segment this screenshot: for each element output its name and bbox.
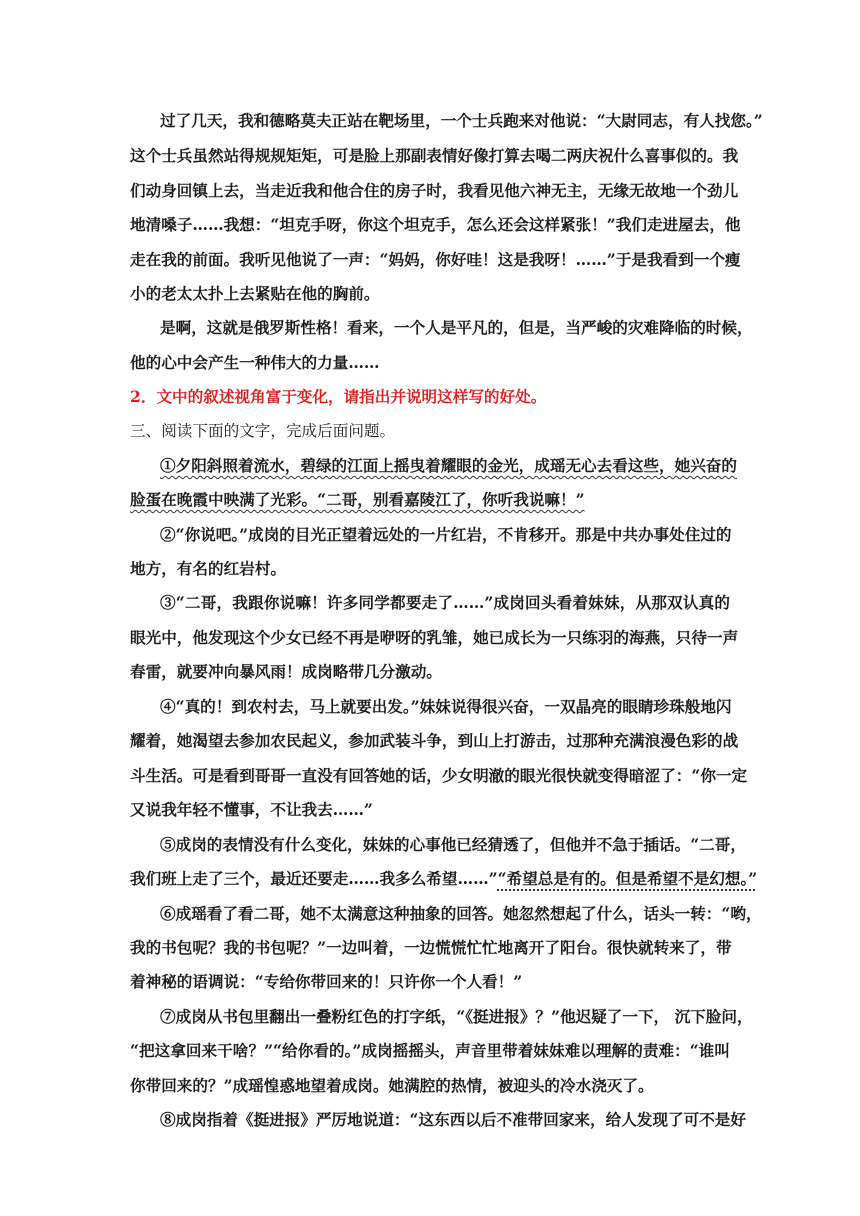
text-line: ⑤成岗的表情没有什么变化，妹妹的心事他已经猜透了，但他并不急于插话。“二哥， bbox=[160, 835, 746, 854]
text-line: 春雷，就要冲向暴风雨！成岗略带几分激动。 bbox=[130, 662, 442, 681]
text-line: 小的老太太扑上去紧贴在他的胸前。 bbox=[130, 284, 380, 303]
text-line: 走在我的前面。我听见他说了一声：“妈妈，你好哇！这是我呀！……”于是我看到一个瘦 bbox=[130, 250, 741, 269]
text-line: 们动身回镇上去，当走近我和他合住的房子时，我看见他六神无主，无缘无故地一个劲儿 bbox=[130, 181, 739, 200]
text-line: ⑦成岗从书包里翻出一叠粉红色的打字纸，“《挺进报》？”他迟疑了一下， 沉下脸问， bbox=[160, 1007, 753, 1026]
text-line: 地方，有名的红岩村。 bbox=[130, 559, 286, 578]
text-line: ④“真的！到农村去，马上就要出发。”妹妹说得很兴奋，一双晶亮的眼睛珍珠般地闪 bbox=[160, 697, 732, 716]
wavy-underlined-text: ①夕阳斜照着流水，碧绿的江面上摇曳着耀眼的金光，成瑶无心去看这些，她兴奋的 bbox=[160, 456, 737, 475]
text-line: 他的心中会产生一种伟大的力量…… bbox=[130, 353, 380, 372]
text-line: “把这拿回来干啥？”“给你看的。”成岗摇摇头，声音里带着妹妹难以理解的责难：“谁叫 bbox=[130, 1041, 730, 1060]
text-line: 又说我年轻不懂事，不让我去……” bbox=[130, 800, 373, 819]
text-line: 是啊，这就是俄罗斯性格！看来，一个人是平凡的，但是，当严峻的灾难降临的时候， bbox=[160, 318, 753, 337]
text-segment: 我们班上走了三个，最近还要走……我多么希望……” bbox=[130, 869, 498, 888]
text-line bbox=[160, 456, 737, 476]
text-line: ⑥成瑶看了看二哥，她不太满意这种抽象的回答。她忽然想起了什么，话头一转：“哟， bbox=[160, 904, 762, 923]
text-line bbox=[130, 490, 730, 510]
text-line: 这个士兵虽然站得规规矩矩，可是脸上那副表情好像打算去喝二两庆祝什么喜事似的。我 bbox=[130, 146, 739, 165]
text-line: ③“二哥，我跟你说嘛！许多同学都要走了……”成岗回头看着妹妹，从那双认真的 bbox=[160, 593, 730, 612]
text-line: 耀着，她渴望去参加农民起义，参加武装斗争，到山上打游击，过那种充满浪漫色彩的战 bbox=[130, 731, 739, 750]
text-line: 你带回来的？”成瑶惶惑地望着成岗。她满腔的热情，被迎头的冷水浇灭了。 bbox=[130, 1076, 654, 1095]
text-line: 地清嗓子……我想：“坦克手呀，你这个坦克手，怎么还会这样紧张！”我们走进屋去，他 bbox=[130, 215, 741, 234]
text-line: 着神秘的语调说：“专给你带回来的！只许你一个人看！” bbox=[130, 972, 523, 991]
text-line: ②“你说吧。”成岗的目光正望着远处的一片红岩，不肯移开。那是中共办事处住过的 bbox=[160, 525, 732, 544]
text-line bbox=[130, 869, 758, 889]
text-line: ⑧成岗指着《挺进报》严厉地说道：“这东西以后不准带回家来，给人发现了可不是好 bbox=[160, 1110, 746, 1129]
wavy-underlined-text: 脸蛋在晚霞中映满了光彩。“二哥，别看嘉陵江了，你听我说嘛！” bbox=[130, 490, 585, 509]
text-line: 斗生活。可是看到哥哥一直没有回答她的话，少女明澈的眼光很快就变得暗涩了：“你一定 bbox=[130, 766, 748, 785]
text-line: 我的书包呢？我的书包呢？”一边叫着，一边慌慌忙忙地离开了阳台。很快就转来了，带 bbox=[130, 938, 732, 957]
question-2: 2．文中的叙述视角富于变化，请指出并说明这样写的好处。 bbox=[130, 387, 547, 406]
text-line: 过了几天，我和德略莫夫正站在靶场里，一个士兵跑来对他说：“大尉同志，有人找您。” bbox=[160, 111, 763, 130]
section-heading: 三、阅读下面的文字，完成后面问题。 bbox=[130, 422, 396, 440]
emphasized-text: “希望总是有的。但是希望不是幻想。” bbox=[497, 869, 758, 888]
text-line: 眼光中，他发现这个少女已经不再是咿呀的乳雏，她已成长为一只练羽的海燕，只待一声 bbox=[130, 628, 739, 647]
